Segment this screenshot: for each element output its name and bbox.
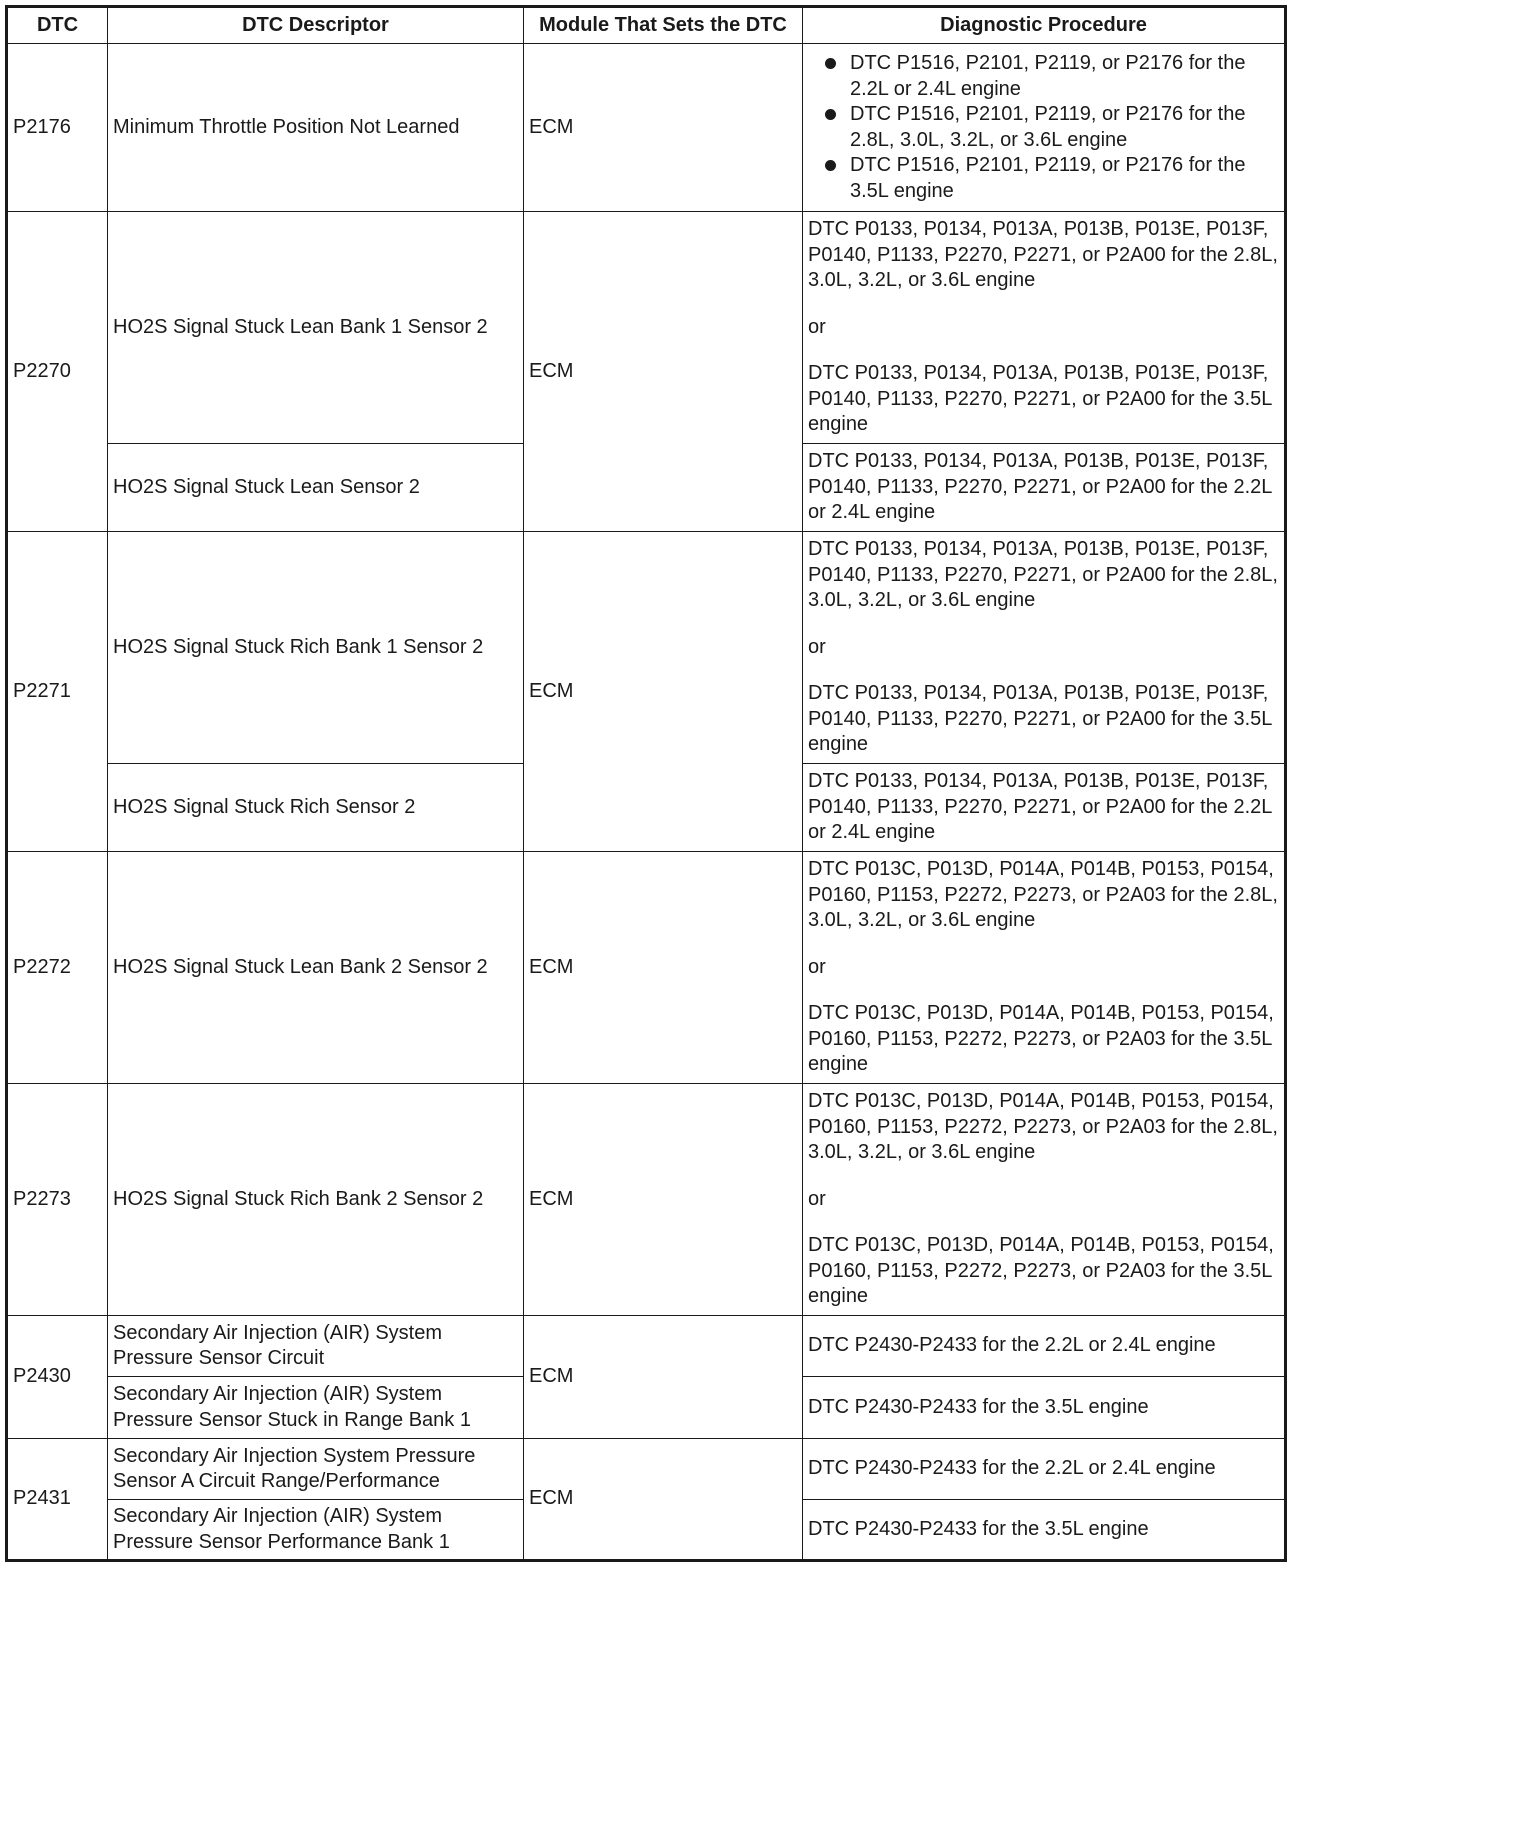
table-row [7, 1316, 1286, 1377]
table-row [7, 212, 1286, 444]
procedure-link[interactable]: DTC P2430-P2433 for the 3.5L engine [803, 1377, 1286, 1439]
table-row [7, 1439, 1286, 1500]
procedure-link[interactable]: DTC P013C, P013D, P014A, P014B, P0153, P0154, P0160, P1153, P2272, P2273, or P2A03 for the 3.5L engine [808, 1002, 1274, 1076]
dtc-descriptor: Minimum Throttle Position Not Learned [108, 44, 524, 212]
dtc-descriptor: Secondary Air Injection (AIR) System Pressure Sensor Stuck in Range Bank 1 [108, 1377, 524, 1439]
procedure-link[interactable]: DTC P1516, P2101, P2119, or P2176 for the 2.8L, 3.0L, 3.2L, or 3.6L engine [825, 102, 1279, 153]
or-separator: or [808, 635, 826, 658]
procedure-link[interactable]: DTC P0133, P0134, P013A, P013B, P013E, P013F, P0140, P1133, P2270, P2271, or P2A00 for the 3.5L engine [808, 362, 1272, 436]
procedure-link[interactable]: DTC P013C, P013D, P014A, P014B, P0153, P0154, P0160, P1153, P2272, P2273, or P2A03 for the 2.8L, 3.0L, 3.2L, or 3.6L engine [808, 858, 1278, 932]
dtc-descriptor: Secondary Air Injection (AIR) System Pressure Sensor Performance Bank 1 [108, 1500, 524, 1561]
procedure-link[interactable]: DTC P013C, P013D, P014A, P014B, P0153, P0154, P0160, P1153, P2272, P2273, or P2A03 for the 2.8L, 3.0L, 3.2L, or 3.6L engine [808, 1090, 1278, 1164]
module-cell: ECM [524, 852, 803, 1084]
dtc-descriptor: Secondary Air Injection (AIR) System Pressure Sensor Circuit [108, 1316, 524, 1377]
module-cell: ECM [524, 1439, 803, 1561]
dtc-descriptor: HO2S Signal Stuck Lean Sensor 2 [108, 444, 524, 532]
dtc-code: P2273 [7, 1084, 108, 1316]
procedure-cell [803, 532, 1286, 764]
dtc-code: P2271 [7, 532, 108, 852]
header-procedure: Diagnostic Procedure [803, 7, 1286, 44]
module-cell: ECM [524, 1316, 803, 1439]
or-separator: or [808, 955, 826, 978]
dtc-table [5, 5, 1287, 1562]
dtc-code: P2176 [7, 44, 108, 212]
dtc-code: P2270 [7, 212, 108, 532]
header-module: Module That Sets the DTC [524, 7, 803, 44]
dtc-descriptor: HO2S Signal Stuck Rich Bank 2 Sensor 2 [108, 1084, 524, 1316]
dtc-code: P2430 [7, 1316, 108, 1439]
module-cell: ECM [524, 212, 803, 532]
table-row [7, 852, 1286, 1084]
procedure-link[interactable]: DTC P0133, P0134, P013A, P013B, P013E, P013F, P0140, P1133, P2270, P2271, or P2A00 for the 2.8L, 3.0L, 3.2L, or 3.6L engine [808, 538, 1278, 612]
or-separator: or [808, 1187, 826, 1210]
table-row [7, 44, 1286, 212]
dtc-descriptor: HO2S Signal Stuck Lean Bank 1 Sensor 2 [108, 212, 524, 444]
table-row [7, 532, 1286, 764]
procedure-cell [803, 852, 1286, 1084]
procedure-link[interactable]: DTC P1516, P2101, P2119, or P2176 for the 3.5L engine [825, 153, 1279, 204]
procedure-link[interactable]: DTC P013C, P013D, P014A, P014B, P0153, P0154, P0160, P1153, P2272, P2273, or P2A03 for the 3.5L engine [808, 1234, 1274, 1308]
procedure-list [808, 51, 1279, 204]
table-row [7, 1084, 1286, 1316]
dtc-descriptor: HO2S Signal Stuck Lean Bank 2 Sensor 2 [108, 852, 524, 1084]
procedure-link[interactable]: DTC P2430-P2433 for the 3.5L engine [803, 1500, 1286, 1561]
module-cell: ECM [524, 1084, 803, 1316]
header-descriptor: DTC Descriptor [108, 7, 524, 44]
procedure-link[interactable]: DTC P1516, P2101, P2119, or P2176 for the 2.2L or 2.4L engine [825, 51, 1279, 102]
procedure-link[interactable]: DTC P0133, P0134, P013A, P013B, P013E, P013F, P0140, P1133, P2270, P2271, or P2A00 for the 2.8L, 3.0L, 3.2L, or 3.6L engine [808, 218, 1278, 292]
module-cell: ECM [524, 44, 803, 212]
procedure-link[interactable]: DTC P0133, P0134, P013A, P013B, P013E, P013F, P0140, P1133, P2270, P2271, or P2A00 for the 2.2L or 2.4L engine [803, 764, 1286, 852]
dtc-descriptor: HO2S Signal Stuck Rich Bank 1 Sensor 2 [108, 532, 524, 764]
dtc-descriptor: HO2S Signal Stuck Rich Sensor 2 [108, 764, 524, 852]
procedure-cell [803, 44, 1286, 212]
procedure-cell [803, 1084, 1286, 1316]
dtc-code: P2431 [7, 1439, 108, 1561]
dtc-code: P2272 [7, 852, 108, 1084]
dtc-descriptor: Secondary Air Injection System Pressure Sensor A Circuit Range/Performance [108, 1439, 524, 1500]
procedure-link[interactable]: DTC P2430-P2433 for the 2.2L or 2.4L engine [803, 1439, 1286, 1500]
module-cell: ECM [524, 532, 803, 852]
header-dtc: DTC [7, 7, 108, 44]
procedure-cell [803, 212, 1286, 444]
or-separator: or [808, 315, 826, 338]
procedure-link[interactable]: DTC P0133, P0134, P013A, P013B, P013E, P013F, P0140, P1133, P2270, P2271, or P2A00 for the 2.2L or 2.4L engine [803, 444, 1286, 532]
procedure-link[interactable]: DTC P0133, P0134, P013A, P013B, P013E, P013F, P0140, P1133, P2270, P2271, or P2A00 for the 3.5L engine [808, 682, 1272, 756]
header-row [7, 7, 1286, 44]
procedure-link[interactable]: DTC P2430-P2433 for the 2.2L or 2.4L engine [803, 1316, 1286, 1377]
